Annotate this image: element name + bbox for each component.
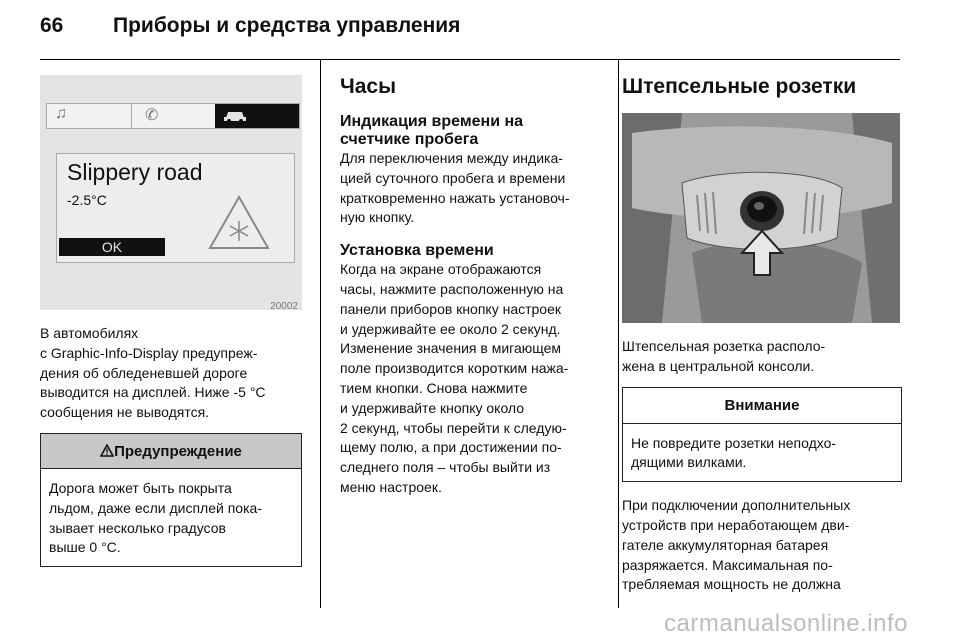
music-tab-icon: ♫ [55, 105, 67, 122]
ok-label: OK [101, 239, 123, 255]
text-line: выше 0 °C. [49, 539, 121, 556]
text-line: 2 секунд, чтобы перейти к следую- [340, 419, 567, 436]
text-line: Штепсельная розетка располо- [622, 338, 826, 354]
text-line: гателе аккумуляторная батарея [622, 536, 829, 553]
text-line: Когда на экране отображаются [340, 261, 542, 278]
text-line: щему полю, а при достижении по- [340, 439, 562, 456]
text-line: устройств при неработающем дви- [622, 516, 850, 533]
subheading-time-display [340, 113, 602, 149]
socket-caption [622, 337, 902, 377]
text-line: дящими вилками. [631, 454, 747, 471]
subheading-time-setting: Установка времени [340, 242, 494, 260]
display-temperature: -2.5°C [67, 192, 107, 208]
figure-number: 20002 [270, 301, 298, 312]
para-time-display [340, 149, 602, 228]
text-line: кратковременно нажать установоч- [340, 189, 570, 206]
attention-box [622, 387, 902, 483]
text-line: и удерживайте ее около 2 секунд. [340, 320, 561, 337]
column-divider-2 [618, 60, 619, 608]
section-heading-sockets: Штепсельные розетки [622, 75, 857, 98]
subheading-line: счетчике пробега [340, 131, 479, 148]
display-message-title: Slippery road [67, 159, 203, 185]
text-line: жена в центральной консоли. [622, 357, 815, 374]
text-line: панели приборов кнопку настроек [340, 300, 561, 317]
ok-button [59, 238, 165, 256]
footer-watermark: carmanualsonline.info [664, 610, 908, 637]
right-column [622, 75, 902, 595]
text-line: Дорога может быть покрыта [49, 479, 232, 496]
text-line: При подключении дополнительных [622, 497, 851, 514]
car-tab-icon [223, 109, 247, 123]
text-line: и удерживайте кнопку около [340, 399, 525, 416]
console-socket-illustration [622, 113, 900, 323]
text-line: часы, нажмите расположенную на [340, 280, 564, 297]
text-line: выводится на дисплей. Ниже -5 °C [40, 384, 266, 401]
snowflake-warning-icon [207, 194, 271, 252]
warning-box [40, 433, 302, 567]
display-tab-bar [46, 103, 300, 129]
warning-body [41, 469, 301, 566]
warning-header [41, 434, 301, 469]
text-line: В автомобилях [40, 325, 139, 341]
attention-header: Внимание [623, 388, 901, 424]
text-line: Не повредите розетки неподхо- [631, 434, 837, 451]
text-line: следнего поля – чтобы выйти из [340, 459, 551, 476]
attention-body [623, 424, 901, 482]
power-paragraph [622, 496, 902, 595]
car-tab [215, 104, 299, 128]
page-number: 66 [40, 14, 64, 37]
phone-tab-icon: ✆ [145, 107, 159, 124]
middle-column [340, 75, 602, 498]
text-line: тием кнопки. Снова нажмите [340, 379, 528, 396]
text-line: требляемая мощность не должна [622, 576, 841, 593]
para-time-setting [340, 260, 602, 498]
socket-figure [622, 113, 900, 323]
page-title: Приборы и средства управления [113, 14, 461, 37]
text-line: дения об обледеневшей дороге [40, 364, 248, 381]
text-line: с Graphic-Info-Display предупреж- [40, 344, 258, 361]
column-divider-1 [320, 60, 321, 608]
text-line: поле производится коротким нажа- [340, 360, 569, 377]
subheading-line: Индикация времени на [340, 113, 524, 130]
text-line: Изменение значения в мигающем [340, 340, 561, 357]
message-panel [56, 153, 295, 263]
tab-separator [131, 104, 132, 128]
left-column [40, 60, 302, 567]
text-line: цией суточного пробега и времени [340, 169, 566, 186]
warning-title: Предупреждение [114, 442, 242, 460]
text-line: льдом, даже если дисплей пока- [49, 499, 262, 516]
text-line: Для переключения между индика- [340, 150, 563, 166]
intro-paragraph [40, 324, 302, 423]
text-line: меню настроек. [340, 478, 442, 495]
text-line: ную кнопку. [340, 209, 415, 226]
text-line: разряжается. Максимальная по- [622, 556, 833, 573]
warning-triangle-icon [100, 444, 114, 457]
display-figure [40, 75, 302, 310]
section-heading-clock: Часы [340, 75, 397, 98]
text-line: зывает несколько градусов [49, 519, 226, 536]
text-line: сообщения не выводятся. [40, 404, 210, 421]
